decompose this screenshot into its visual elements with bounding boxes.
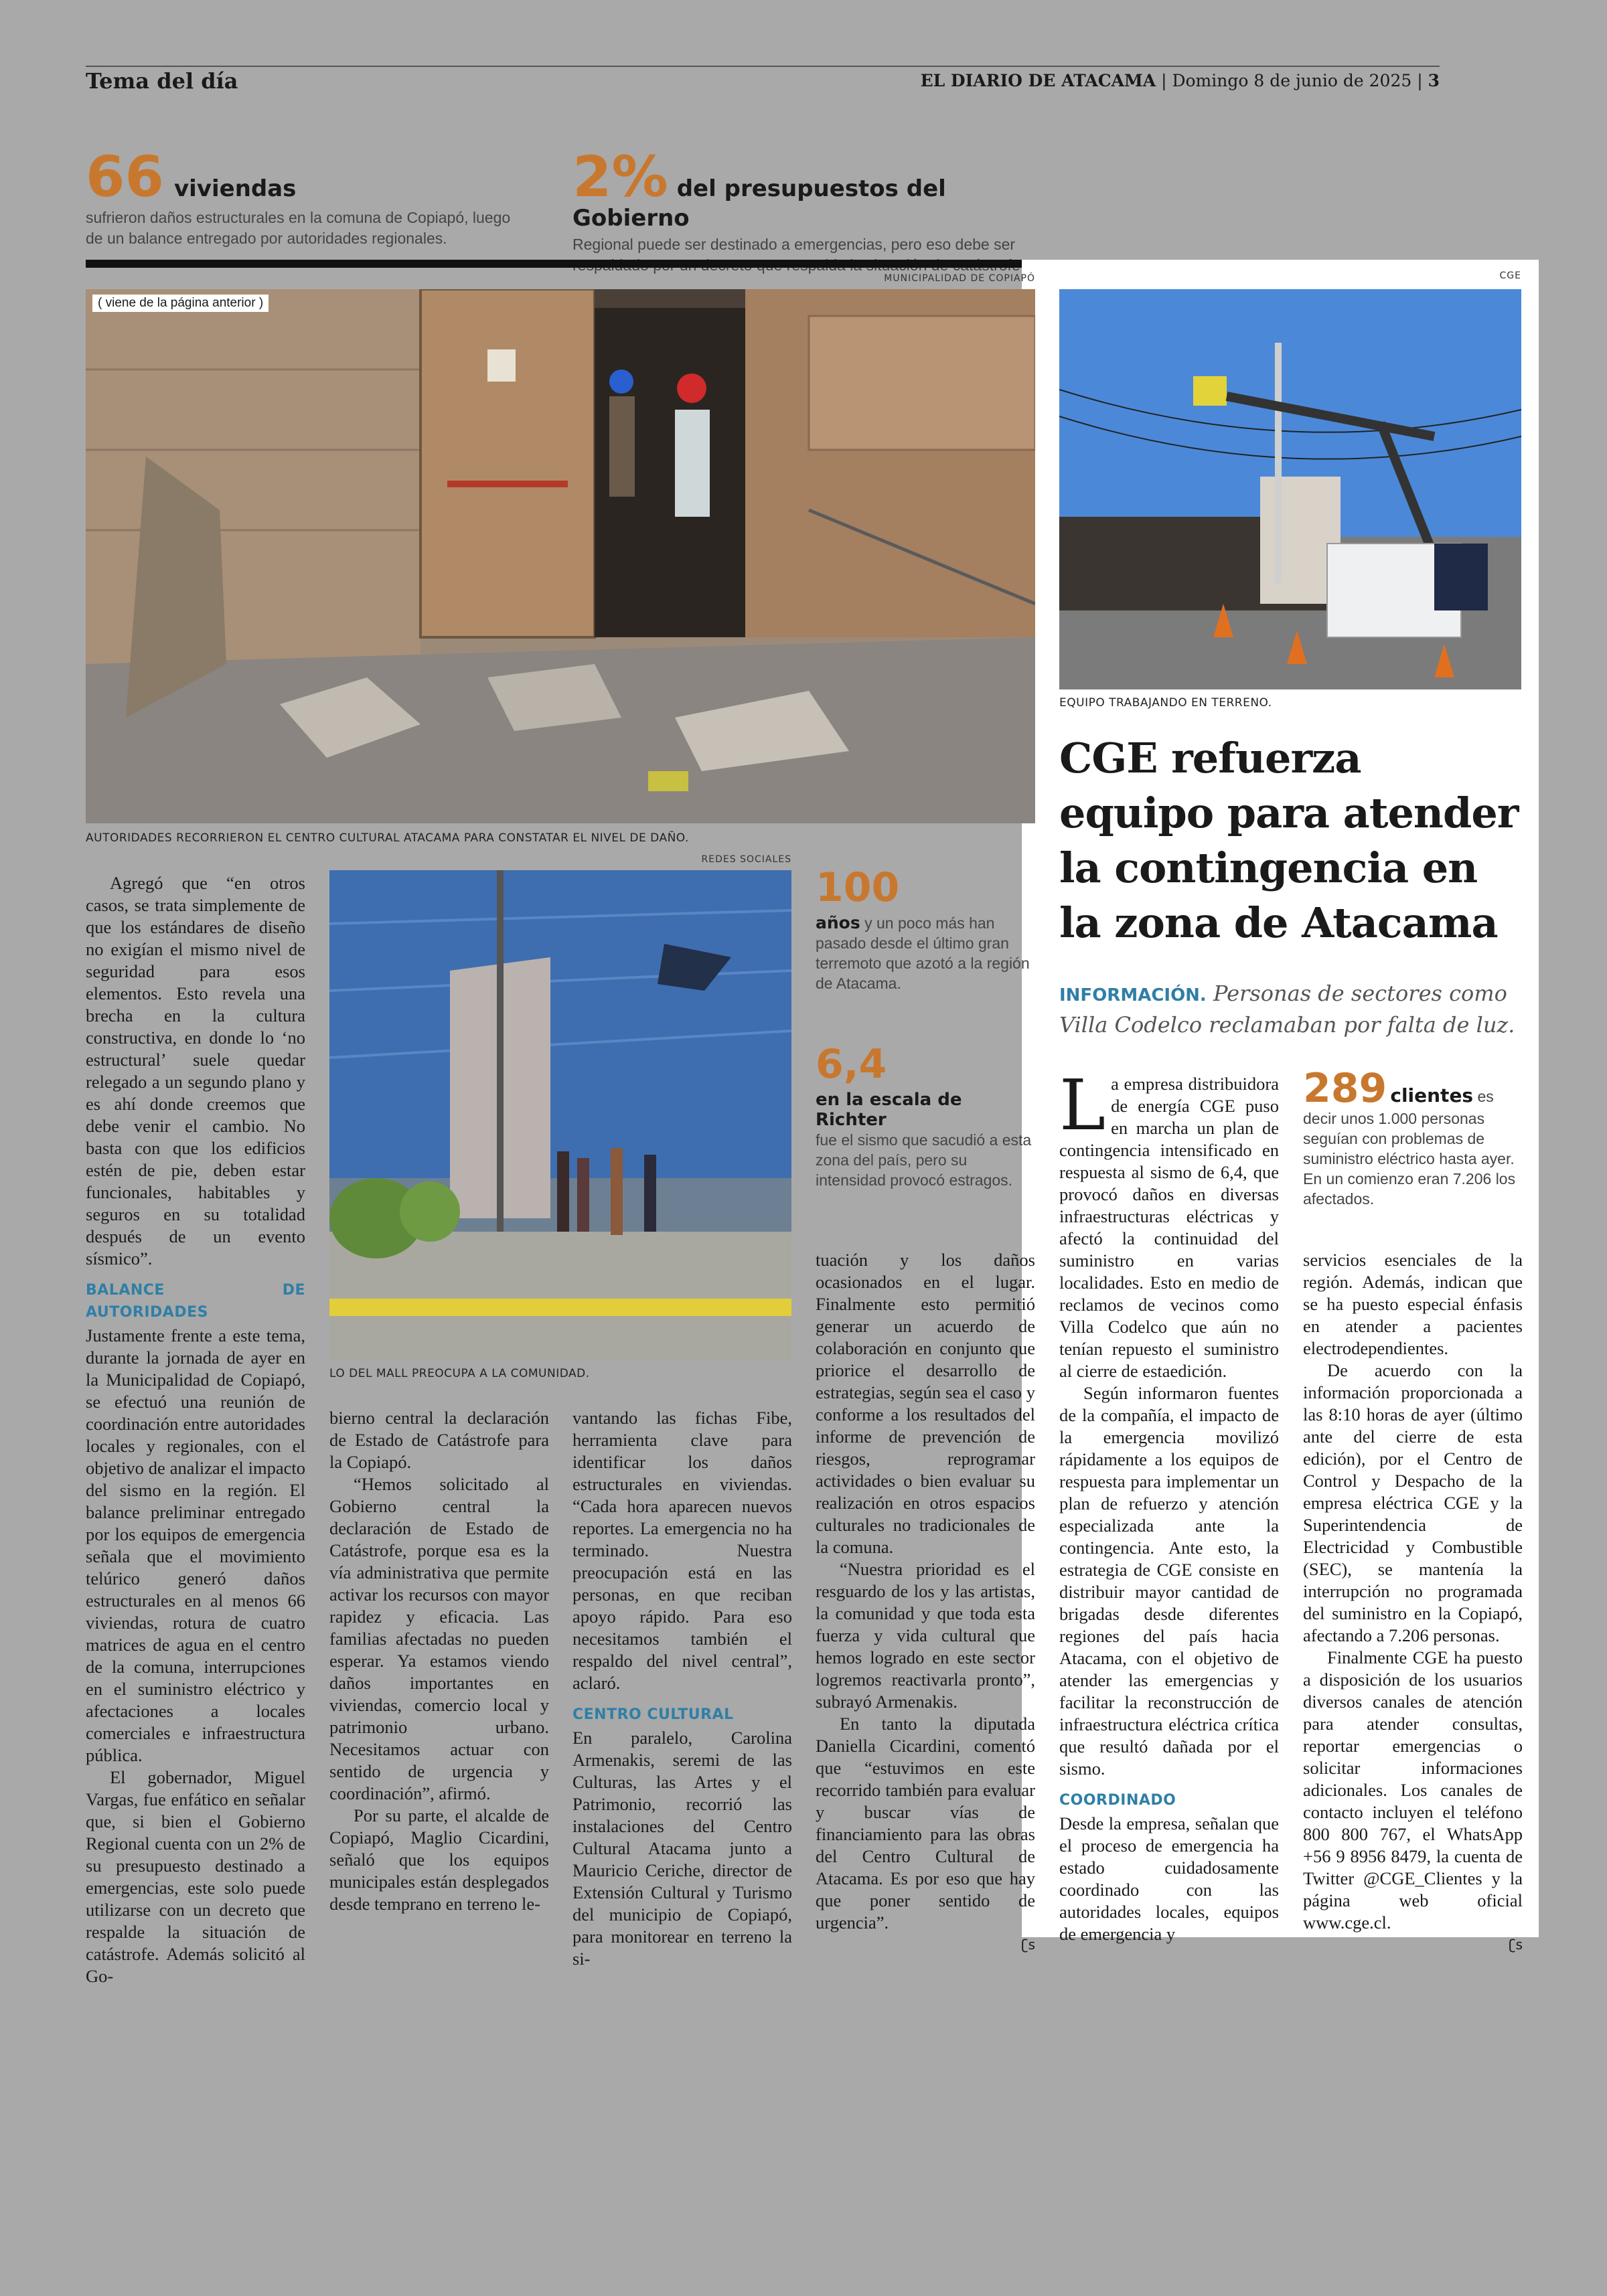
subheading: COORDINADO — [1059, 1792, 1176, 1809]
power-crew-image — [1059, 289, 1521, 689]
subheading: BALANCE DE AUTORIDADES — [86, 1282, 305, 1321]
damaged-building-image — [86, 289, 1035, 823]
paragraph: Desde la empresa, señalan que el proceso de emergencia ha estado cuidadosamente coordinado con las autoridades locales, equipos de emergencia y — [1059, 1813, 1279, 1944]
cge-column-1 — [1059, 1064, 1279, 1945]
stat-label: del presupuestos del Gobierno — [572, 175, 946, 232]
photo-credit: MUNICIPALIDAD DE COPIAPÓ — [884, 273, 1035, 284]
photo-centro-cultural — [86, 289, 1035, 823]
stat-desc: y un poco más han pasado desde el último gran terremoto que azotó a la región de Atacama. — [816, 914, 1030, 992]
photo-cge-crew — [1059, 289, 1521, 689]
end-mark: ʗꜱ — [1509, 1937, 1523, 1953]
cge-lead — [1059, 979, 1528, 1040]
photo-mall — [329, 870, 791, 1360]
section-title: Tema del día — [86, 68, 238, 94]
article-column-2 — [329, 1407, 549, 1915]
stat-desc: es decir unos 1.000 personas seguían con problemas de suministro eléctrico hasta ayer. En un comienzo eran 7.206 los afectados. — [1303, 1088, 1516, 1208]
stat-label: viviendas — [174, 175, 297, 202]
paragraph: El gobernador, Miguel Vargas, fue enfático en señalar que, si bien el Gobierno Regional cuenta con un 2% de su presupuesto destinado a emergencias, este solo puede utilizarse con un decreto que respalde la situación de catástrofe. Además solicitó al Go- — [86, 1767, 305, 1986]
stat-desc: fue el sismo que sacudió a esta zona del país, pero su intensidad provocó estragos. — [816, 1131, 1032, 1189]
article-column-3 — [572, 1407, 792, 1970]
article-column-1 — [86, 872, 305, 1987]
stat-number: 289 — [1303, 1065, 1387, 1112]
stat-desc-line: sufrieron daños estructurales en la comuna de Copiapó, luego — [86, 209, 511, 226]
stat-desc-line: Regional puede ser destinado a emergencias, pero eso debe ser — [572, 236, 1016, 253]
stat-label: años — [816, 913, 860, 932]
paragraph: En paralelo, Carolina Armenakis, seremi de las Culturas, las Artes y el Patrimonio, recorrió las instalaciones del Centro Cultural Atacama junto a Mauricio Ceriche, director de Extensión Cultural y Turismo del municipio de Copiapó, para monitorear en terreno la si- — [572, 1728, 792, 1969]
stat-number: 6,4 — [816, 1041, 887, 1088]
paragraph: tuación y los daños ocasionados en el lugar. Finalmente esto permitió generar un acuerdo de colaboración en conjunto que priorice el desarrollo de estrategias, según sea el caso y conforme a los resultados del informe de prevención de riesgos, reprogramar actividades o bien evaluar su realización en otros espacios culturales no tradicionales de la comuna. — [816, 1250, 1035, 1557]
paragraph: Por su parte, el alcalde de Copiapó, Maglio Cicardini, señaló que los equipos municipales están desplegados desde temprano en terreno le- — [329, 1805, 549, 1914]
paragraph: Agregó que “en otros casos, se trata simplemente de que los estándares de diseño no exigían el mismo nivel de seguridad para esos elementos. Esto revela una brecha en la cultura constructiva, en donde lo ‘no estructural’ suele quedar relegado a un segundo plano y es ahí donde creemos que debe venir el cambio. No basta con que los edificios estén de pie, deben estar funcionales, habitables y seguros en su totalidad después de un evento sísmico”. — [86, 873, 305, 1268]
drop-cap: L — [1059, 1064, 1106, 1146]
stat-desc-line: de un balance entregado por autoridades regionales. — [86, 230, 447, 247]
paragraph: Finalmente CGE ha puesto a disposición de los usuarios diversos canales de atención para atender consultas, reportar emergencias o solicitar informaciones adicionales. Los canales de contacto incluyen el teléfono 800 800 767, el WhatsApp +56 9 8956 8479, la cuenta de Twitter @CGE_Clientes y la página web oficial www.cge.cl. — [1303, 1647, 1523, 1933]
paragraph: “Nuestra prioridad es el resguardo de los y las artistas, la comunidad y que toda esta fuerza y vida cultural que hemos logrado en este sector logremos reactivarla pronto”, subrayó Armenakis. — [816, 1559, 1035, 1712]
continued-label: ( viene de la página anterior ) — [92, 295, 269, 312]
photo-caption: AUTORIDADES RECORRIERON EL CENTRO CULTURAL ATACAMA PARA CONSTATAR EL NIVEL DE DAÑO. — [86, 831, 689, 845]
paragraph: vantando las fichas Fibe, herramienta clave para identificar los daños estructurales en viviendas. “Cada hora aparecen nuevos reportes. La emergencia no ha terminado. Nuestra preocupación está en las personas, en que reciban apoyo rápido. Para eso necesitamos también el respaldo del nivel central”, aclaró. — [572, 1408, 792, 1693]
paragraph: De acuerdo con la información proporcionada a las 8:10 horas de ayer (último ante del cierre de esta edición), por el Centro de Control y Despacho de la empresa eléctrica CGE y la Superintendencia de Electricidad y Combustible (SEC), se mantenía la interrupción no programada del suministro en la Copiapó, afectando a 7.206 personas. — [1303, 1360, 1523, 1645]
photo-caption: EQUIPO TRABAJANDO EN TERRENO. — [1059, 696, 1272, 710]
mall-image — [329, 870, 791, 1360]
masthead — [921, 71, 1440, 90]
newspaper-name: EL DIARIO DE ATACAMA — [920, 71, 1156, 90]
cge-stat — [1303, 1065, 1523, 1209]
paragraph: servicios esenciales de la región. Además, indican que se ha puesto especial énfasis en atender a pacientes electrodependientes. — [1303, 1250, 1523, 1358]
stat-number: 100 — [816, 864, 900, 911]
lead-text: Personas de sectores como Villa Codelco reclamaban por falta de luz. — [1059, 981, 1515, 1038]
stat-viviendas — [86, 144, 554, 249]
photo-credit: REDES SOCIALES — [701, 854, 791, 865]
stat-label: en la escala de Richter — [816, 1090, 962, 1130]
stat-number: 66 — [86, 144, 164, 210]
cge-column-2 — [1303, 1249, 1523, 1956]
paragraph: Según informaron fuentes de la compañía, el impacto de la emergencia movilizó rápidamente a los equipos de respuesta para implementar un plan de refuerzo y atención especializada ante la contingencia. Ante esto, la estrategia de CGE consiste en distribuir mayor cantidad de brigadas desde diferentes regiones del país hacia Atacama, con el objetivo de atender las emergencias y facilitar la reconstrucción de infraestructura eléctrica crítica que resultó dañada por el sismo. — [1059, 1383, 1279, 1779]
header-rule — [86, 66, 1440, 67]
stat-presupuesto — [572, 144, 1055, 276]
stat-label: clientes — [1390, 1084, 1474, 1106]
paragraph: bierno central la declaración de Estado de Catástrofe para la Copiapó. — [329, 1408, 549, 1472]
photo-credit: CGE — [1499, 270, 1521, 281]
paragraph: “Hemos solicitado al Gobierno central la declaración de Estado de Catástrofe, porque esa es la vía administrativa que permite activar los recursos con mayor rapidez y eficacia. Las familias afectadas no pueden esperar. Ya estamos viendo daños importantes en viviendas, comercio local y patrimonio urbano. Necesitamos actuar con sentido de urgencia y coordinación”, afirmó. — [329, 1474, 549, 1803]
issue-date: | Domingo 8 de junio de 2025 | — [1161, 71, 1423, 90]
paragraph: En tanto la diputada Daniella Cicardini, comentó que “estuvimos en este recorrido también para evaluar y buscar vías de financiamiento para las obras del Centro Cultural de Atacama. Es por eso que hay que poner sentido de urgencia”. — [816, 1714, 1035, 1933]
paragraph: a empresa distribuidora de energía CGE puso en marcha un plan de contingencia intensificado en respuesta al sismo de 6,4, que provocó daños en diversas infraestructuras eléctricas y afectó la continuidad del suministro en varias localidades. Esto en medio de reclamos de vecinos como Villa Codelco que aún no tenían repuesto el suministro al cierre de estaedición. — [1059, 1074, 1279, 1381]
end-mark: ʗꜱ — [1021, 1937, 1035, 1953]
page-number: 3 — [1428, 71, 1440, 90]
stat-number: 2% — [572, 144, 668, 210]
article-column-4 — [816, 1249, 1035, 1956]
photo-caption: LO DEL MALL PREOCUPA A LA COMUNIDAD. — [329, 1367, 590, 1380]
stat-100-anos — [816, 864, 1035, 993]
subheading: CENTRO CULTURAL — [572, 1706, 734, 1723]
stat-richter — [816, 1041, 1035, 1190]
cge-headline: CGE refuerza equipo para atender la contingencia en la zona de Atacama — [1059, 734, 1519, 947]
paragraph: Justamente frente a este tema, durante la jornada de ayer en la Municipalidad de Copiapó, se efectuó una reunión de coordinación entre autoridades locales y regionales, con el objetivo de analizar el impacto del sismo en la región. El balance preliminar entregado por los equipos de emergencia señala que el movimiento telúrico generó daños estructurales en al menos 66 viviendas, rotura de cuatro matrices de agua en el centro de la comuna, interrupciones en el suministro eléctrico y afectaciones a locales comerciales e infraestructura pública. — [86, 1325, 305, 1765]
lead-label: INFORMACIÓN. — [1059, 985, 1207, 1005]
